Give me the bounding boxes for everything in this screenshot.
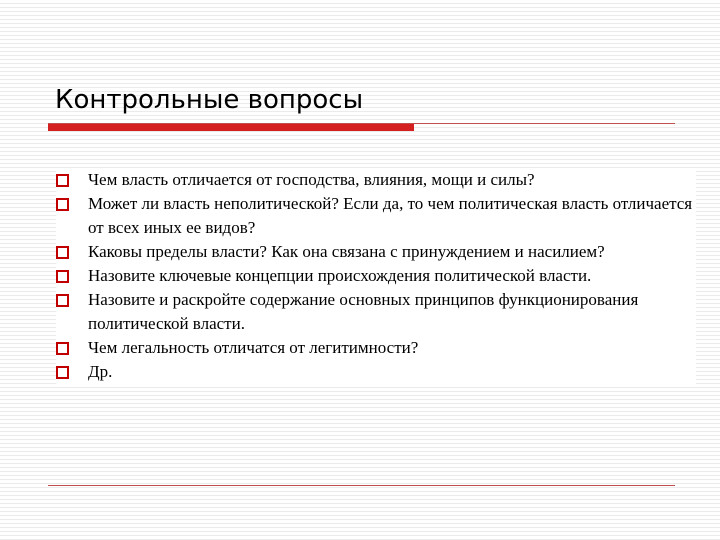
list-item [56, 168, 696, 192]
list-item-text: Каковы пределы власти? Как она связана с принуждением и насилием? [88, 242, 605, 261]
hollow-square-icon [56, 246, 69, 259]
hollow-square-icon [56, 366, 69, 379]
footer-divider [48, 485, 675, 486]
list-item-text: Может ли власть неполитической? Если да, то чем политическая власть отличается от всех иных ее видов? [88, 194, 693, 237]
list-item-text: Др. [88, 362, 113, 381]
list-item [56, 240, 696, 264]
list-item-text: Чем легальность отличатся от легитимности? [88, 338, 419, 357]
question-list [56, 168, 696, 384]
hollow-square-icon [56, 174, 69, 187]
hollow-square-icon [56, 270, 69, 283]
list-item-text: Чем власть отличается от господства, влияния, мощи и силы? [88, 170, 535, 189]
slide-title: Контрольные вопросы [55, 85, 364, 115]
list-item [56, 288, 696, 336]
hollow-square-icon [56, 294, 69, 307]
list-item [56, 192, 696, 240]
list-item [56, 360, 696, 384]
list-item-text: Назовите ключевые концепции происхождения политической власти. [88, 266, 592, 285]
hollow-square-icon [56, 342, 69, 355]
hollow-square-icon [56, 198, 69, 211]
title-accent-bar [48, 124, 414, 131]
list-item [56, 264, 696, 288]
list-item-text: Назовите и раскройте содержание основных принципов функционирования политической власти. [88, 290, 639, 333]
list-item [56, 336, 696, 360]
